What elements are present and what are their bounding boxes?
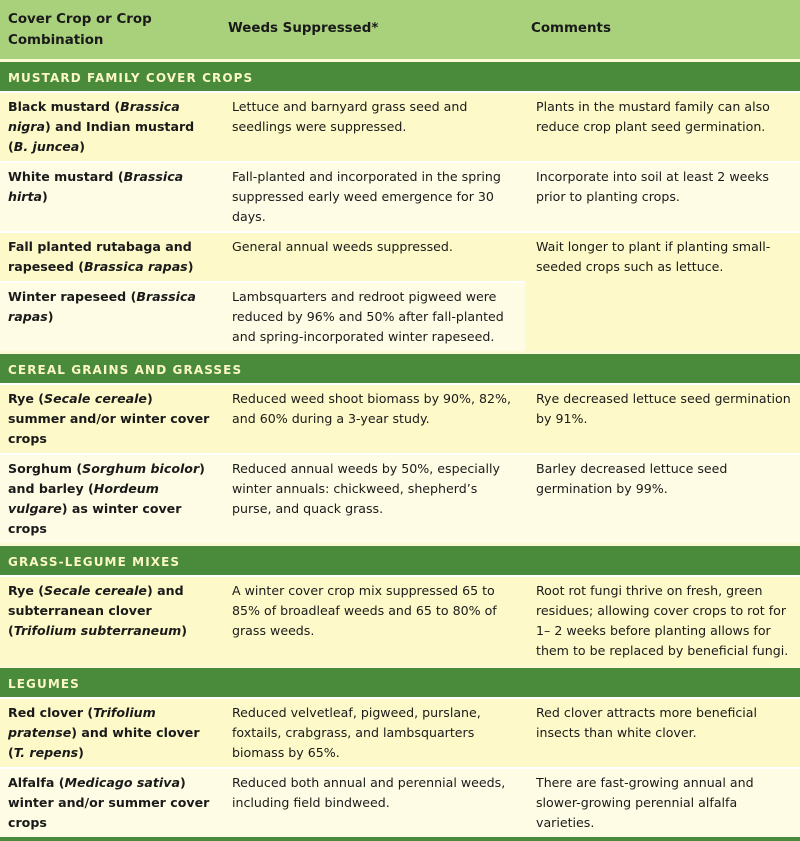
bottom-rule bbox=[0, 837, 800, 841]
crop-name-text: Black mustard ( bbox=[8, 99, 121, 114]
crop-name-text: ) bbox=[47, 309, 54, 324]
table-body bbox=[0, 61, 800, 838]
comments-cell: Incorporate into soil at least 2 weeks prior to planting crops. bbox=[525, 162, 800, 232]
weeds-cell: A winter cover crop mix suppressed 65 to 85% of broadleaf weeds and 65 to 80% of grass weeds. bbox=[220, 576, 525, 667]
table-row bbox=[0, 768, 800, 837]
comments-cell: Red clover attracts more beneficial insects than white clover. bbox=[525, 698, 800, 768]
crop-name-text: ) bbox=[181, 623, 188, 638]
crop-name-text: ) bbox=[78, 745, 84, 760]
weeds-cell: Lambsquarters and redroot pigweed were reduced by 96% and 50% after fall-planted and spring-incorporated winter rapeseed. bbox=[220, 282, 525, 353]
scientific-name: Brassica nigra bbox=[8, 99, 180, 134]
table-row bbox=[0, 698, 800, 768]
crop-name-text: ) bbox=[79, 139, 86, 154]
scientific-name: B. juncea bbox=[13, 139, 80, 154]
crop-name-text: Red clover ( bbox=[8, 705, 94, 720]
crop-name-text: Rye ( bbox=[8, 583, 45, 598]
comments-cell: Root rot fungi thrive on fresh, green residues; allowing cover crops to rot for 1– 2 weeks before planting allows for them to be replaced by beneficial fungi. bbox=[525, 576, 800, 667]
table-row bbox=[0, 576, 800, 667]
scientific-name: Brassica rapas bbox=[8, 289, 196, 324]
comments-cell: Wait longer to plant if planting small-seeded crops such as lettuce. bbox=[525, 232, 800, 353]
crop-name-text: ) and white clover ( bbox=[8, 725, 200, 760]
crop-cell bbox=[0, 698, 220, 768]
comments-cell: Plants in the mustard family can also reduce crop plant seed germination. bbox=[525, 92, 800, 162]
table-row bbox=[0, 92, 800, 162]
weeds-cell: Reduced weed shoot biomass by 90%, 82%, and 60% during a 3-year study. bbox=[220, 384, 525, 454]
weeds-cell: General annual weeds suppressed. bbox=[220, 232, 525, 282]
crop-cell bbox=[0, 576, 220, 667]
crop-name-text: ) winter and/or summer cover crops bbox=[8, 775, 210, 830]
crop-name-text: ) bbox=[42, 189, 48, 204]
crop-name-text: Alfalfa ( bbox=[8, 775, 65, 790]
crop-name-text: ) as winter cover crops bbox=[8, 501, 182, 536]
section-row bbox=[0, 667, 800, 699]
scientific-name: T. repens bbox=[13, 745, 79, 760]
header-weeds: Weeds Suppressed* bbox=[220, 0, 525, 61]
crop-name-text: Fall planted rutabaga and rapeseed ( bbox=[8, 239, 192, 274]
scientific-name: Hordeum vulgare bbox=[8, 481, 159, 516]
crop-cell bbox=[0, 768, 220, 837]
weeds-cell: Reduced velvetleaf, pigweed, purslane, foxtails, crabgrass, and lambsquarters biomass by 65%. bbox=[220, 698, 525, 768]
scientific-name: Trifolium subterraneum bbox=[13, 623, 182, 638]
crop-name-text: White mustard ( bbox=[8, 169, 124, 184]
header-crop: Cover Crop or Crop Combination bbox=[0, 0, 220, 61]
crop-cell bbox=[0, 454, 220, 545]
section-title: LEGUMES bbox=[0, 667, 800, 699]
table-row bbox=[0, 162, 800, 232]
comments-cell: Rye decreased lettuce seed germination by 91%. bbox=[525, 384, 800, 454]
comments-cell: Barley decreased lettuce seed germination by 99%. bbox=[525, 454, 800, 545]
crop-cell bbox=[0, 92, 220, 162]
crop-cell bbox=[0, 384, 220, 454]
section-row bbox=[0, 61, 800, 93]
scientific-name: Brassica hirta bbox=[8, 169, 184, 204]
crop-name-text: ) and barley ( bbox=[8, 461, 205, 496]
scientific-name: Medicago sativa bbox=[64, 775, 180, 790]
comments-cell: There are fast-growing annual and slower-growing perennial alfalfa varieties. bbox=[525, 768, 800, 837]
crop-cell bbox=[0, 232, 220, 282]
crop-name-text: Rye ( bbox=[8, 391, 45, 406]
crop-cell bbox=[0, 162, 220, 232]
section-row bbox=[0, 353, 800, 385]
table-row bbox=[0, 232, 800, 282]
scientific-name: Secale cereale bbox=[44, 583, 147, 598]
table-row bbox=[0, 454, 800, 545]
weeds-cell: Fall-planted and incorporated in the spring suppressed early weed emergence for 30 days. bbox=[220, 162, 525, 232]
crop-cell bbox=[0, 282, 220, 353]
crop-name-text: Sorghum ( bbox=[8, 461, 83, 476]
weeds-cell: Reduced both annual and perennial weeds, including field bindweed. bbox=[220, 768, 525, 837]
table-header bbox=[0, 0, 800, 61]
section-title: GRASS-LEGUME MIXES bbox=[0, 545, 800, 577]
crop-name-text: ) and Indian mustard ( bbox=[8, 119, 195, 154]
scientific-name: Trifolium pratense bbox=[8, 705, 156, 740]
section-title: MUSTARD FAMILY COVER CROPS bbox=[0, 61, 800, 93]
header-comments: Comments bbox=[525, 0, 800, 61]
table-row bbox=[0, 384, 800, 454]
weeds-cell: Lettuce and barnyard grass seed and seedlings were suppressed. bbox=[220, 92, 525, 162]
scientific-name: Brassica rapas bbox=[84, 259, 188, 274]
scientific-name: Secale cereale bbox=[44, 391, 147, 406]
weeds-cell: Reduced annual weeds by 50%, especially winter annuals: chickweed, shepherd’s purse, and quack grass. bbox=[220, 454, 525, 545]
section-title: CEREAL GRAINS AND GRASSES bbox=[0, 353, 800, 385]
scientific-name: Sorghum bicolor bbox=[82, 461, 200, 476]
crop-name-text: ) summer and/or winter cover crops bbox=[8, 391, 210, 446]
crop-name-text: Winter rapeseed ( bbox=[8, 289, 137, 304]
section-row bbox=[0, 545, 800, 577]
crop-name-text: ) bbox=[187, 259, 194, 274]
crop-name-text: ) and subterranean clover ( bbox=[8, 583, 184, 638]
